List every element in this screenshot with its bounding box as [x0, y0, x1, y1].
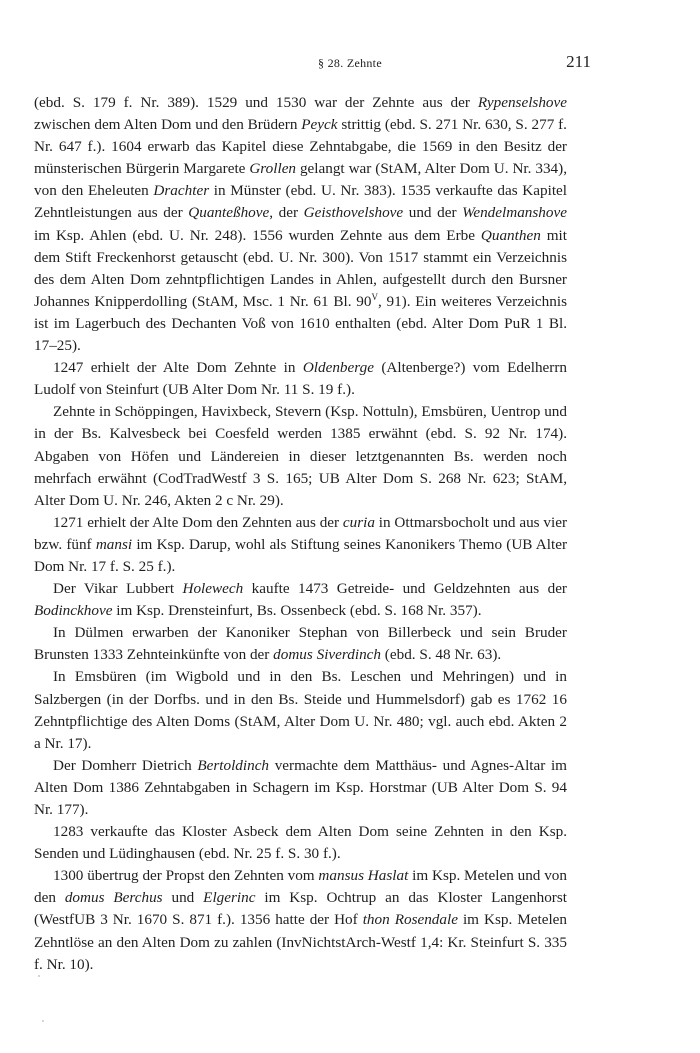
italic-name: Quanteßhove	[188, 204, 270, 222]
text-run: 1300 übertrug der Propst den Zehnten vom	[53, 867, 319, 885]
text-run: 1283 verkaufte das Kloster Asbeck dem Alten Dom seine Zehnten in den Ksp. Senden und Lüdinghausen (ebd. Nr. 25 f. S. 30 f.).	[34, 823, 567, 863]
text-run: mit dem Stift Freckenhorst getauscht (ebd. U. Nr. 300). Von 1517 stammt ein Verzeichnis des dem Alten Dom zehntpflichtigen Landes in Ahlen, aufgestellt durch den Bursner Johannes Knipperdolling (StAM, Msc. 1 Nr. 61 Bl. 90	[34, 226, 567, 310]
scan-speck	[38, 975, 40, 977]
text-run: im Ksp. Ochtrup an das Kloster Langenhorst (WestfUB 3 Nr. 1670 S. 871 f.). 1356 hatte der Hof	[34, 889, 567, 929]
italic-name: Elgerinc	[203, 889, 256, 907]
italic-name: Rypenselshove	[477, 94, 567, 111]
scan-speck	[42, 1020, 44, 1022]
text-run: in Ottmarsbocholt und aus vier bzw. fünf	[34, 513, 567, 553]
superscript: V	[371, 291, 378, 302]
italic-name: domus Siverdinch	[273, 646, 381, 664]
text-run: im Ksp. Metelen Zehntlöse an den Alten Dom zu zahlen (InvNichtstArch-Westf 1,4: Kr. Steinfurt S. 335 f. Nr. 10).	[34, 911, 568, 973]
body-text	[34, 92, 567, 976]
italic-name: Bertoldinch	[197, 756, 270, 774]
paragraph	[34, 865, 567, 975]
paragraph	[34, 622, 567, 666]
text-run: in Münster (ebd. U. Nr. 383). 1535 verkaufte das Kapitel Zehntleistungen aus der	[34, 182, 567, 222]
text-run: In Dülmen erwarben der Kanoniker Stephan von Billerbeck und sein Bruder Brunsten 1333 Zehnteinkünfte von der	[34, 624, 567, 664]
italic-name: mansi	[95, 535, 133, 553]
italic-name: domus Berchus	[64, 889, 163, 907]
paragraph	[34, 821, 567, 865]
text-run: vermachte dem Matthäus- und Agnes-Altar im Alten Dom 1386 Zehntabgaben in Schagern im Ksp. Horstmar (UB Alter Dom S. 94 Nr. 177).	[34, 756, 567, 818]
italic-name: mansus Haslat	[318, 867, 409, 885]
text-run: Der Vikar Lubbert	[53, 580, 183, 598]
paragraph	[34, 357, 567, 401]
text-run: 1247 erhielt der Alte Dom Zehnte in	[53, 359, 303, 377]
italic-name: Holewech	[182, 580, 244, 598]
italic-name: Peyck	[301, 116, 338, 134]
page-number: 211	[566, 52, 591, 71]
paragraph	[34, 512, 567, 578]
italic-name: Drachter	[153, 182, 210, 200]
italic-name: Grollen	[249, 160, 297, 178]
text-run: Der Domherr Dietrich	[53, 756, 198, 774]
text-run: 1271 erhielt der Alte Dom den Zehnten aus der	[53, 513, 343, 531]
paragraph	[34, 92, 567, 357]
italic-name: Wendelmanshove	[462, 204, 567, 222]
text-run: strittig (ebd. S. 271 Nr. 630, S. 277 f. Nr. 647 f.). 1604 erwarb das Kapitel diese Zehntabgabe, die 1569 in den Besitz der münsterischen Bürgerin Margarete	[34, 116, 567, 178]
paragraph	[34, 755, 567, 821]
running-head: § 28. Zehnte	[318, 56, 382, 70]
text-run: (Altenberge?) vom Edelherrn Ludolf von Steinfurt (UB Alter Dom Nr. 11 S. 19 f.).	[34, 359, 567, 399]
text-run: zwischen dem Alten Dom und den Brüdern	[34, 116, 302, 134]
text-run: (ebd. S. 48 Nr. 63).	[381, 646, 502, 664]
italic-name: Oldenberge	[302, 359, 374, 377]
text-run: im Ksp. Metelen und von den	[34, 867, 567, 907]
italic-name: curia	[342, 513, 375, 531]
paragraph	[34, 666, 567, 754]
text-run: im Ksp. Drensteinfurt, Bs. Ossenbeck (ebd. S. 168 Nr. 357).	[112, 602, 482, 620]
italic-name: Quanthen	[480, 226, 541, 244]
text-run: In Emsbüren (im Wigbold und in den Bs. Leschen und Mehringen) und in Salzbergen (in der Dorfbs. und in den Bs. Steide und Hummelsdorf) gab es 1762 16 Zehntpflichtige des Alten Doms (StAM, Alter Dom U. Nr. 480; vgl. auch ebd. Akten 2 a Nr. 17).	[34, 668, 567, 752]
text-run: und der	[403, 204, 463, 222]
text-run: im Ksp. Ahlen (ebd. U. Nr. 248). 1556 wurden Zehnte aus dem Erbe	[34, 226, 481, 244]
text-run: kaufte 1473 Getreide- und Geldzehnten aus der	[243, 580, 567, 598]
text-run: gelangt war (StAM, Alter Dom U. Nr. 334), von den Eheleuten	[34, 160, 568, 200]
paragraph	[34, 578, 567, 622]
italic-name: thon Rosendale	[362, 911, 458, 929]
text-run: , 91). Ein weiteres Verzeichnis ist im Lagerbuch des Dechanten Voß von 1610 enthalten (ebd. Alter Dom PuR 1 Bl. 17–25).	[34, 292, 567, 355]
text-run: Zehnte in Schöppingen, Havixbeck, Stevern (Ksp. Nottuln), Emsbüren, Uentrop und in der Bs. Kalvesbeck bei Coesfeld werden 1385 erwähnt (ebd. S. 92 Nr. 174). Abgaben von Höfen und Ländereien in dieser letztgenannten Bs. werden noch mehrfach erwähnt (CodTradWestf 3 S. 165; UB Alter Dom S. 268 Nr. 623; StAM, Alter Dom U. Nr. 246, Akten 2 c Nr. 29).	[34, 403, 567, 509]
text-run: im Ksp. Darup, wohl als Stiftung seines Kanonikers Themo (UB Alter Dom Nr. 17 f. S. 25 f.).	[34, 535, 567, 575]
text-run: (ebd. S. 179 f. Nr. 389). 1529 und 1530 war der Zehnte aus der	[34, 94, 478, 111]
text-run: , der	[269, 204, 304, 222]
text-run: und	[162, 889, 204, 907]
italic-name: Bodinckhove	[34, 602, 113, 620]
paragraph	[34, 401, 567, 511]
italic-name: Geisthovelshove	[303, 204, 404, 222]
